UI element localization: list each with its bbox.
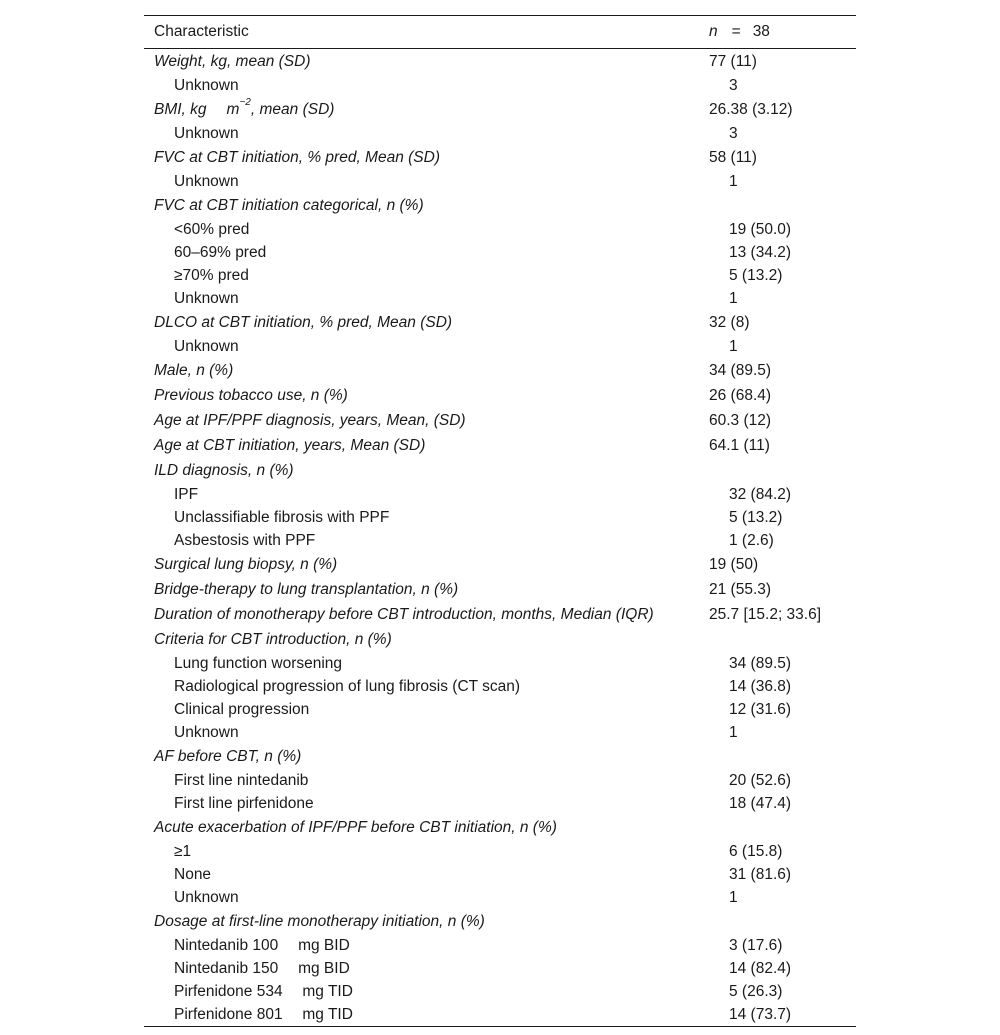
table-row (144, 383, 856, 408)
table-row (144, 433, 856, 458)
row-label: 60–69% pred (174, 243, 267, 261)
row-value: 1 (729, 723, 738, 741)
row-label: IPF (174, 485, 199, 503)
row-label: Unknown (174, 723, 239, 741)
row-label: <60% pred (174, 220, 250, 238)
table-row (144, 957, 856, 980)
row-label: First line pirfenidone (174, 794, 314, 812)
row-label: ILD diagnosis, n (%) (154, 461, 294, 479)
row-value: 3 (729, 124, 738, 142)
row-label: Nintedanib 100 mg BID (174, 936, 350, 954)
row-label: Age at CBT initiation, years, Mean (SD) (154, 436, 426, 454)
table-row (144, 170, 856, 193)
row-label: Lung function worsening (174, 654, 343, 672)
table-row (144, 529, 856, 552)
bmi-label-unit: BMI, kg (154, 100, 207, 118)
bmi-label-exponent: −2 (239, 97, 251, 109)
row-value: 14 (82.4) (729, 959, 792, 977)
row-value: 60.3 (12) (709, 411, 772, 429)
table-row (144, 335, 856, 358)
row-value: 25.7 [15.2; 33.6] (709, 605, 822, 623)
table-row (144, 287, 856, 310)
row-value: 18 (47.4) (729, 794, 792, 812)
table-body (144, 49, 856, 1026)
row-label: Pirfenidone 534 mg TID (174, 982, 353, 1000)
row-value: 64.1 (11) (709, 436, 770, 454)
row-label: Asbestosis with PPF (174, 531, 316, 549)
row-value: 14 (73.7) (729, 1005, 792, 1023)
row-label: Age at IPF/PPF diagnosis, years, Mean, (SD) (154, 411, 466, 429)
row-label: AF before CBT, n (%) (154, 747, 302, 765)
row-value: 1 (729, 289, 738, 307)
header-n-value: 38 (752, 23, 770, 40)
row-label: Clinical progression (174, 700, 310, 718)
row-value: 26.38 (3.12) (709, 100, 793, 118)
row-value: 5 (13.2) (729, 266, 783, 284)
table-row (144, 145, 856, 170)
table-header (144, 16, 856, 49)
table-row (144, 980, 856, 1003)
table-row (144, 122, 856, 145)
row-label: Bridge-therapy to lung transplantation, n (%) (154, 580, 459, 598)
table-row (144, 863, 856, 886)
row-label: FVC at CBT initiation categorical, n (%) (154, 196, 424, 214)
row-value: 31 (81.6) (729, 865, 792, 883)
row-label: DLCO at CBT initiation, % pred, Mean (SD) (154, 313, 453, 331)
row-value: 21 (55.3) (709, 580, 772, 598)
row-label: Unknown (174, 337, 239, 355)
table-row (144, 74, 856, 97)
table-row (144, 652, 856, 675)
row-label: Dosage at first-line monotherapy initiation, n (%) (154, 912, 485, 930)
bmi-label-rest: , mean (SD) (250, 100, 335, 118)
header-n-label: n (709, 23, 718, 40)
row-label: Duration of monotherapy before CBT introduction, months, Median (IQR) (154, 605, 654, 623)
table-row (144, 840, 856, 863)
row-label: None (174, 865, 212, 883)
row-label: Unknown (174, 289, 239, 307)
table-row (144, 886, 856, 909)
row-value: 34 (89.5) (729, 654, 792, 672)
row-label (144, 97, 709, 119)
table-row (144, 721, 856, 744)
row-value: 58 (11) (709, 148, 757, 166)
table-row (144, 792, 856, 815)
row-label: Unknown (174, 888, 239, 906)
row-label: Pirfenidone 801 mg TID (174, 1005, 353, 1023)
row-value: 19 (50.0) (729, 220, 792, 238)
row-value: 13 (34.2) (729, 243, 792, 261)
row-value: 5 (13.2) (729, 508, 783, 526)
row-label: Unknown (174, 76, 239, 94)
row-value: 20 (52.6) (729, 771, 792, 789)
row-label: Criteria for CBT introduction, n (%) (154, 630, 392, 648)
row-label: Unknown (174, 172, 239, 190)
table-row (144, 769, 856, 792)
table-row (144, 193, 856, 218)
row-value: 1 (729, 888, 738, 906)
table-row (144, 264, 856, 287)
row-value: 1 (2.6) (729, 531, 774, 549)
row-value: 14 (36.8) (729, 677, 792, 695)
header-n (709, 23, 856, 41)
row-label: Weight, kg, mean (SD) (154, 52, 311, 70)
row-label: ≥70% pred (174, 266, 249, 284)
table-row (144, 909, 856, 934)
table-row (144, 815, 856, 840)
row-value: 32 (84.2) (729, 485, 792, 503)
row-value: 32 (8) (709, 313, 750, 331)
table-row (144, 310, 856, 335)
table-row (144, 1003, 856, 1026)
row-value: 34 (89.5) (709, 361, 772, 379)
row-value: 5 (26.3) (729, 982, 783, 1000)
row-value: 12 (31.6) (729, 700, 792, 718)
row-value: 6 (15.8) (729, 842, 783, 860)
row-value: 19 (50) (709, 555, 759, 573)
row-value: 1 (729, 172, 738, 190)
row-label: First line nintedanib (174, 771, 309, 789)
row-value: 1 (729, 337, 738, 355)
table-row (144, 408, 856, 433)
bmi-label-m: m (226, 100, 240, 118)
row-label: FVC at CBT initiation, % pred, Mean (SD) (154, 148, 440, 166)
table-row (144, 744, 856, 769)
row-label: Unclassifiable fibrosis with PPF (174, 508, 390, 526)
row-value: 3 (17.6) (729, 936, 783, 954)
table-row (144, 218, 856, 241)
row-label: Male, n (%) (154, 361, 234, 379)
row-value: 26 (68.4) (709, 386, 772, 404)
table-row (144, 552, 856, 577)
header-characteristic: Characteristic (154, 23, 249, 40)
table-row (144, 483, 856, 506)
row-label: Previous tobacco use, n (%) (154, 386, 348, 404)
table-row (144, 97, 856, 122)
table-row (144, 49, 856, 74)
table-row (144, 627, 856, 652)
table-row (144, 241, 856, 264)
row-label: Unknown (174, 124, 239, 142)
row-label: ≥1 (174, 842, 192, 860)
row-value: 77 (11) (709, 52, 757, 70)
table-row (144, 675, 856, 698)
table-row (144, 506, 856, 529)
row-label: Surgical lung biopsy, n (%) (154, 555, 338, 573)
row-label: Nintedanib 150 mg BID (174, 959, 350, 977)
header-equals: = (731, 23, 741, 40)
row-label: Radiological progression of lung fibrosis (CT scan) (174, 677, 521, 695)
table-row (144, 577, 856, 602)
row-value: 3 (729, 76, 738, 94)
table-row (144, 698, 856, 721)
table-row (144, 458, 856, 483)
characteristics-table (144, 15, 856, 1027)
table-row (144, 934, 856, 957)
row-label: Acute exacerbation of IPF/PPF before CBT initiation, n (%) (154, 818, 557, 836)
table-row (144, 358, 856, 383)
table-row (144, 602, 856, 627)
